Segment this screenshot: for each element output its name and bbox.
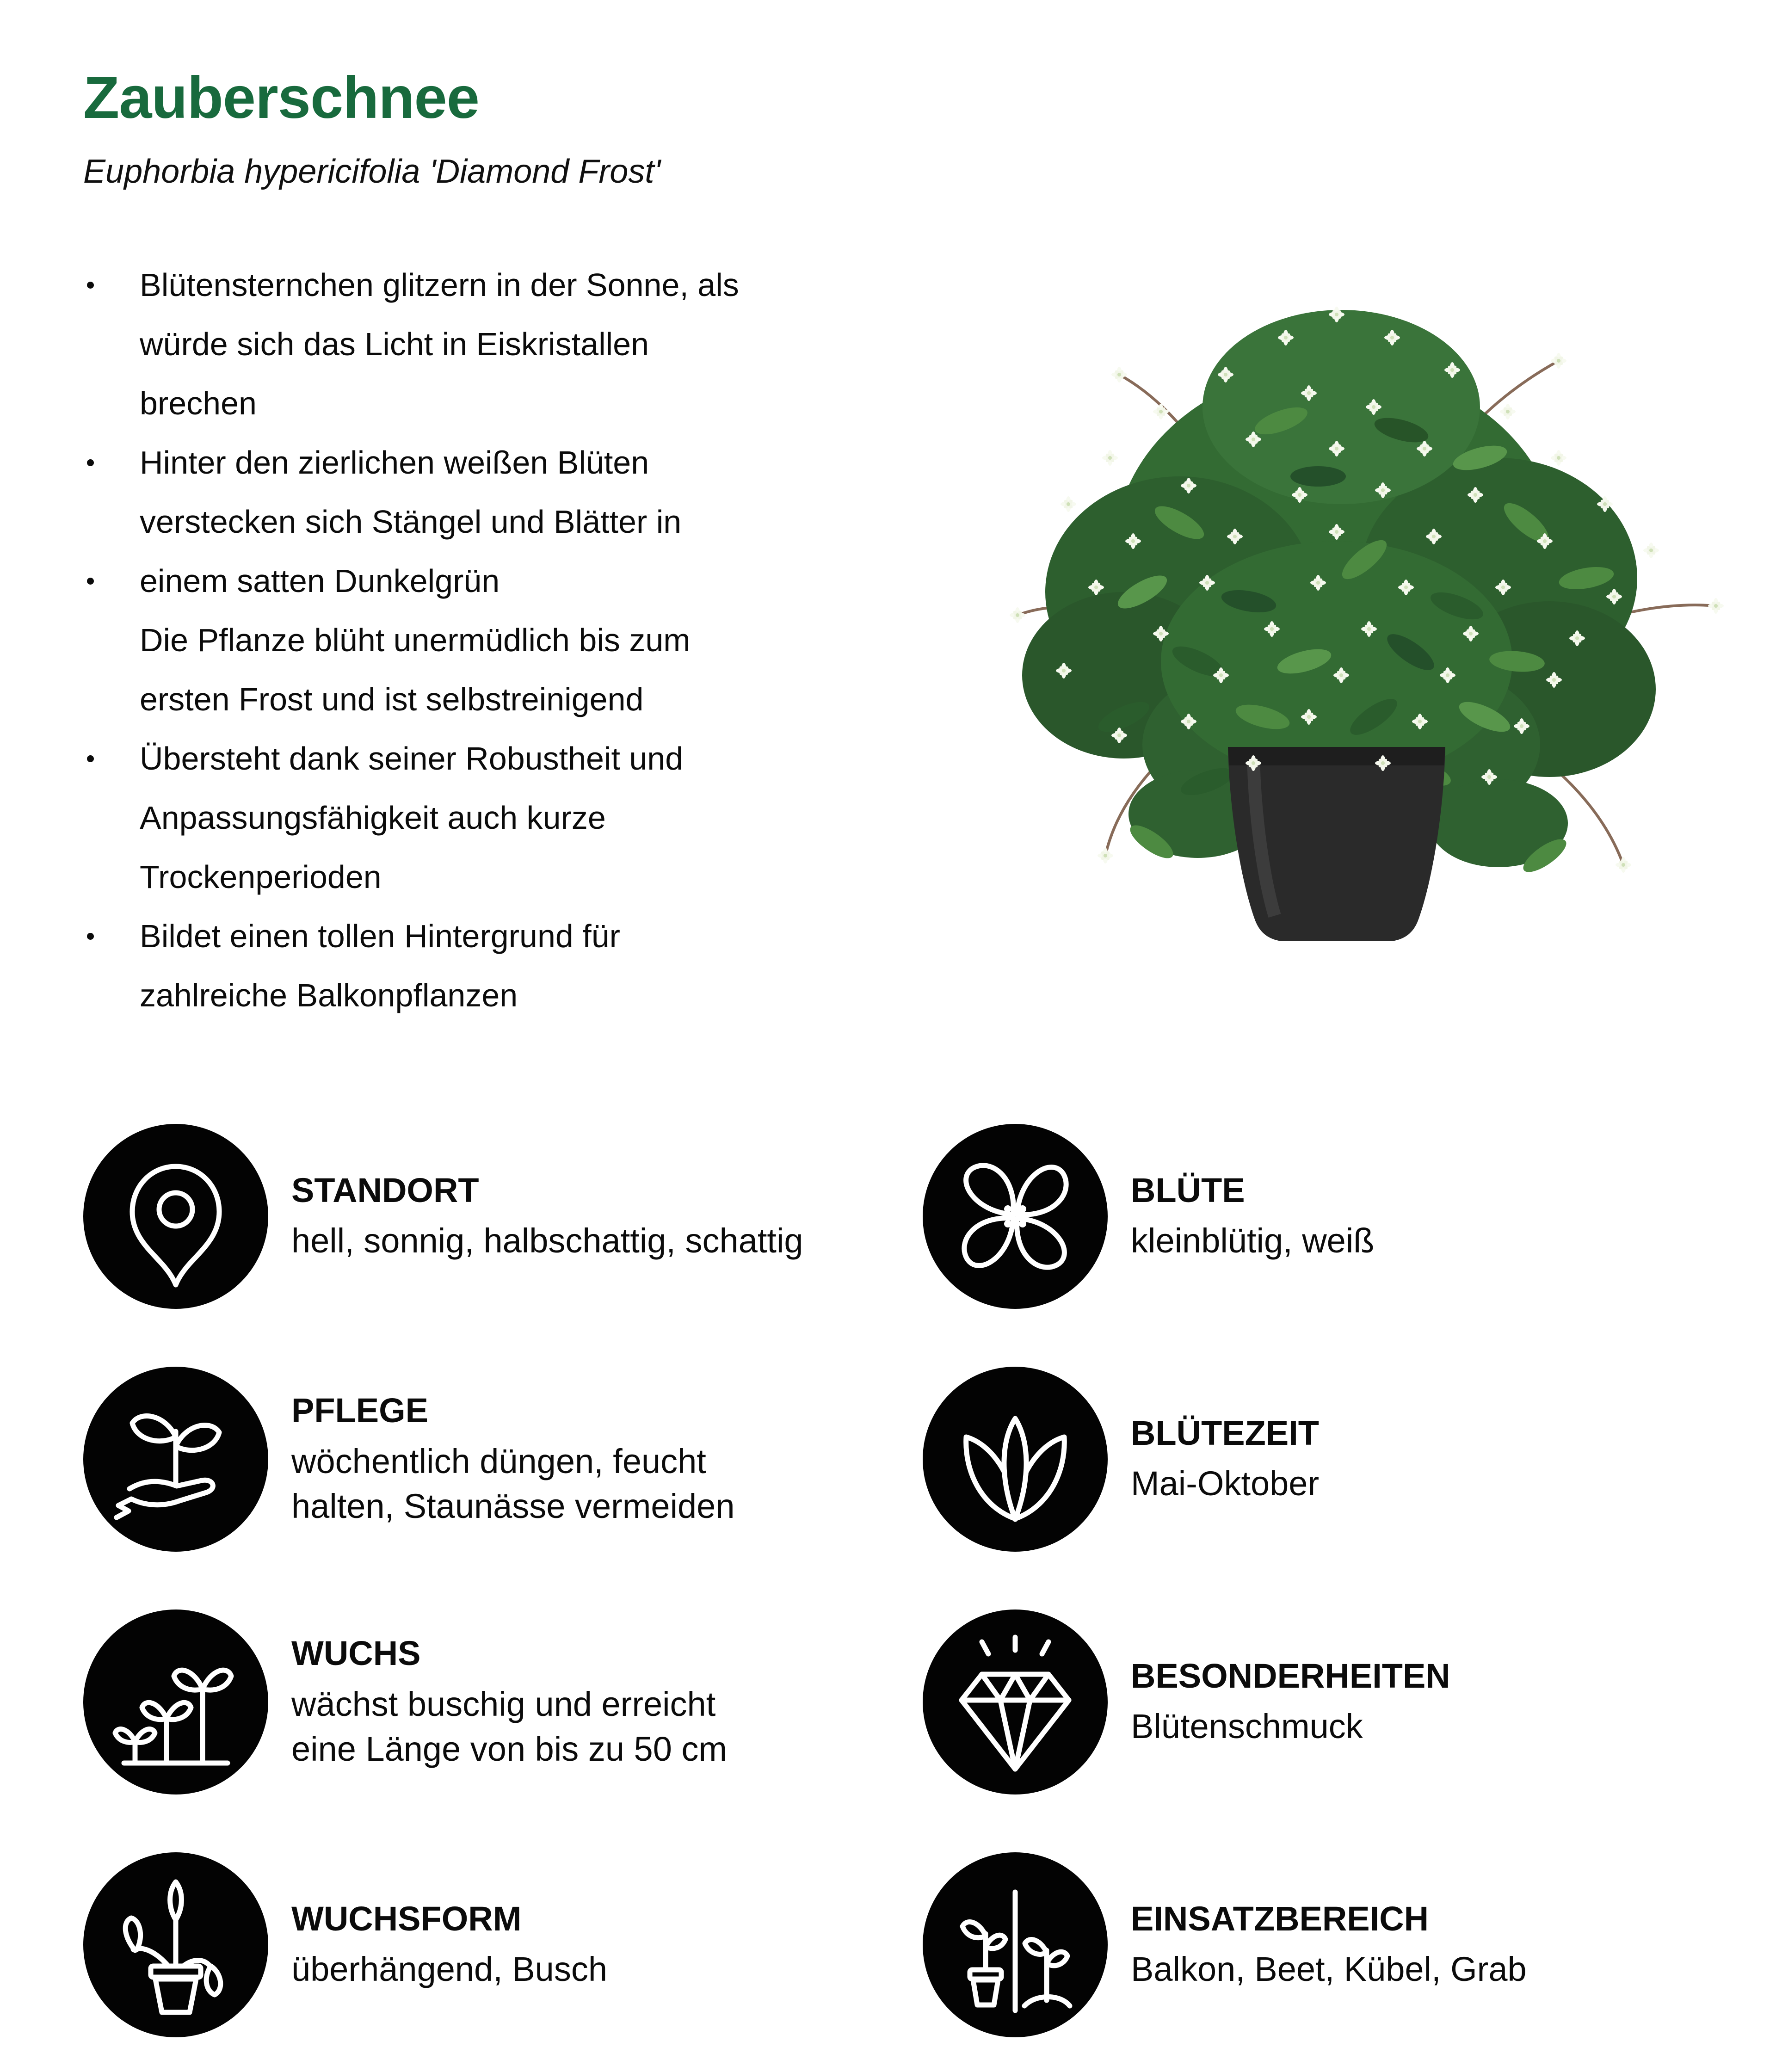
attribute-label: EINSATZBEREICH	[1131, 1899, 1429, 1938]
attribute-standort	[83, 1124, 923, 1309]
attribute-value: Balkon, Beet, Kübel, Grab	[1131, 1950, 1527, 1989]
wuchs-badge	[83, 1610, 268, 1794]
attribute-label: WUCHSFORM	[291, 1899, 522, 1938]
plant-photo	[902, 199, 1776, 1050]
attribute-label: BESONDERHEITEN	[1131, 1656, 1450, 1695]
attribute-grid	[83, 1124, 1776, 2037]
bullet-text: Blütensternchen glitzern in der Sonne, als würde sich das Licht in Eiskristallen brechen	[140, 267, 739, 421]
attribute-value: Blütenschmuck	[1131, 1707, 1363, 1746]
hand-seedling-icon	[83, 1367, 268, 1552]
diamond-icon	[923, 1610, 1108, 1794]
bullet-text: Bildet einen tollen Hintergrund für zahlreiche Balkonpflanzen	[140, 918, 620, 1013]
attribute-besonderheiten	[923, 1610, 1776, 1794]
standort-badge	[83, 1124, 268, 1309]
pflege-badge	[83, 1367, 268, 1552]
attribute-label: WUCHS	[291, 1634, 421, 1673]
attribute-einsatzbereich	[923, 1852, 1776, 2037]
bluetezeit-badge	[923, 1367, 1108, 1552]
tulip-icon	[923, 1367, 1108, 1552]
location-pin-icon	[83, 1124, 268, 1309]
bullet-item	[83, 255, 772, 433]
bullet-item	[83, 433, 772, 551]
attribute-label: PFLEGE	[291, 1391, 429, 1430]
page-title: Zauberschnee	[83, 65, 479, 131]
attribute-label: STANDORT	[291, 1171, 479, 1209]
bullet-text: einem satten Dunkelgrün	[140, 563, 500, 599]
attribute-value: hell, sonnig, halbschattig, schattig	[291, 1221, 803, 1260]
attribute-value: kleinblütig, weiß	[1131, 1221, 1375, 1260]
plant-illustration	[902, 199, 1776, 1050]
besonderheiten-badge	[923, 1610, 1108, 1794]
attribute-bluete	[923, 1124, 1776, 1309]
botanical-name: Euphorbia hypericifolia 'Diamond Frost'	[83, 153, 661, 190]
attribute-wuchsform	[83, 1852, 923, 2037]
bullet-item	[83, 551, 772, 729]
einsatzbereich-badge	[923, 1852, 1108, 2037]
bluete-badge	[923, 1124, 1108, 1309]
attribute-pflege	[83, 1367, 923, 1552]
attribute-bluetezeit	[923, 1367, 1776, 1552]
description-bullet-list	[83, 255, 772, 1025]
attribute-value: Mai-Oktober	[1131, 1464, 1320, 1503]
wuchsform-badge	[83, 1852, 268, 2037]
pot-and-bed-icon	[923, 1852, 1108, 2037]
blossom-icon	[923, 1124, 1108, 1309]
bullet-text: Übersteht dank seiner Robustheit und Anpassungsfähigkeit auch kurze Trockenperioden	[140, 740, 684, 895]
attribute-value: wächst buschig und erreicht eine Länge von bis zu 50 cm	[291, 1684, 728, 1769]
potted-plant-icon	[83, 1852, 268, 2037]
attribute-value: überhängend, Busch	[291, 1950, 607, 1989]
attribute-wuchs	[83, 1610, 923, 1794]
growing-plants-icon	[83, 1610, 268, 1794]
attribute-label: BLÜTE	[1131, 1171, 1245, 1209]
attribute-value: wöchentlich düngen, feucht halten, Staunässe vermeiden	[291, 1442, 735, 1526]
bullet-text: Hinter den zierlichen weißen Blüten verstecken sich Stängel und Blätter in	[140, 444, 682, 540]
attribute-label: BLÜTEZEIT	[1131, 1413, 1319, 1452]
bullet-text-continuation: Die Pflanze blüht unermüdlich bis zum ersten Frost und ist selbstreinigend	[140, 622, 691, 717]
bullet-item	[83, 906, 772, 1025]
bullet-item	[83, 729, 772, 906]
